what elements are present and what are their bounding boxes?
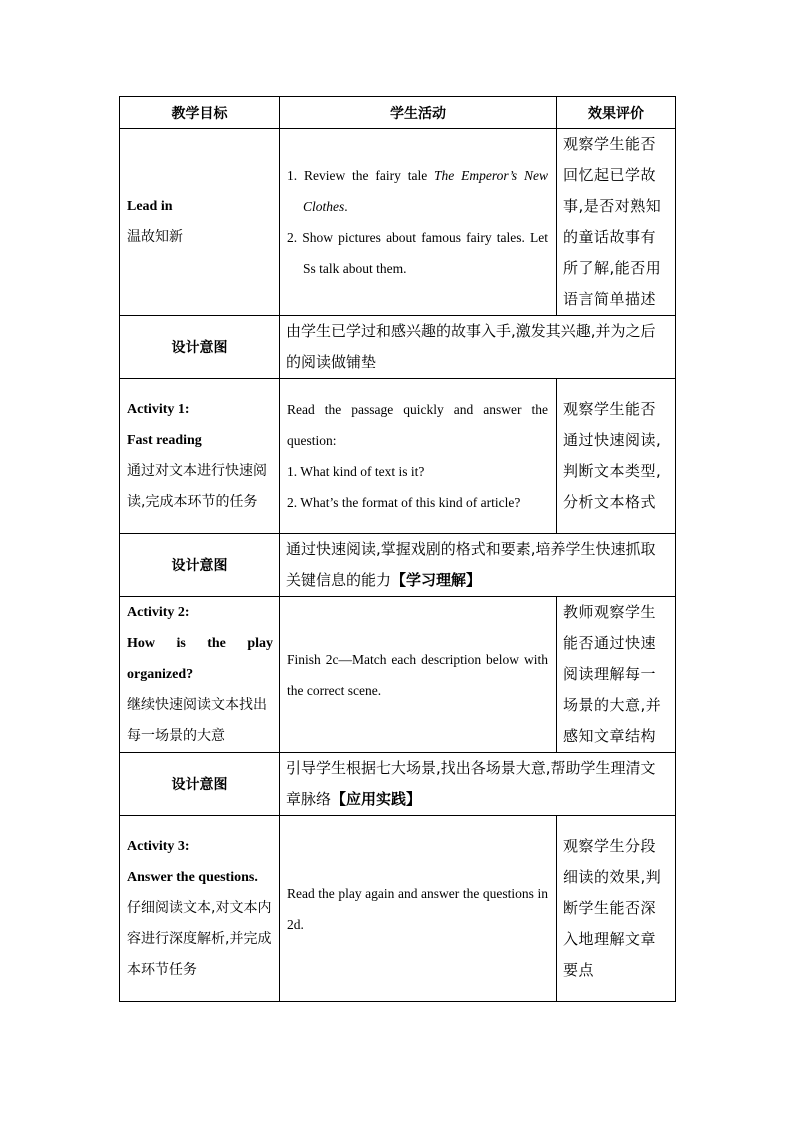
header-student-activity: 学生活动 — [280, 97, 557, 129]
goal-subtitle: How is the play organized? — [127, 636, 273, 682]
goal-description: 通过对文本进行快速阅读,完成本环节的任务 — [127, 463, 267, 510]
goal-description: 仔细阅读文本,对文本内容进行深度解析,并完成本环节任务 — [127, 900, 272, 978]
table-row — [120, 129, 676, 316]
goal-subtitle: Fast reading — [127, 433, 202, 448]
intent-label: 设计意图 — [120, 753, 280, 816]
activity-item: 2. Show pictures about famous fairy tales. Let Ss talk about them. — [287, 230, 548, 276]
intent-row — [120, 753, 676, 816]
table-row — [120, 379, 676, 534]
intent-label: 设计意图 — [120, 316, 280, 379]
table-header-row — [120, 97, 676, 129]
header-evaluation: 效果评价 — [557, 97, 676, 129]
activity-item: 1. Review the fairy tale The Emperor’s New Clothes. — [287, 168, 548, 214]
evaluation-cell: 教师观察学生能否通过快速阅读理解每一场景的大意,并感知文章结构 — [557, 597, 676, 753]
activity-item: 1. What kind of text is it? — [287, 464, 425, 479]
intent-row — [120, 534, 676, 597]
goal-description: 继续快速阅读文本找出每一场景的大意 — [127, 697, 267, 744]
goal-description: 温故知新 — [127, 229, 183, 245]
evaluation-cell: 观察学生能否通过快速阅读,判断文本类型,分析文本格式 — [557, 379, 676, 534]
goal-title: Activity 1: — [127, 402, 190, 417]
table-row — [120, 816, 676, 1002]
activity-cell — [280, 597, 557, 753]
goal-cell — [120, 129, 280, 316]
activity-item: 2. What’s the format of this kind of article? — [287, 495, 521, 510]
activity-text: Finish 2c—Match each description below with the correct scene. — [287, 651, 548, 698]
lesson-plan-table — [119, 96, 676, 1002]
table-row — [120, 597, 676, 753]
goal-title: Activity 2: — [127, 605, 190, 620]
intent-text: 通过快速阅读,掌握戏剧的格式和要素,培养学生快速抓取关键信息的能力【学习理解】 — [280, 534, 676, 597]
intent-text: 由学生已学过和感兴趣的故事入手,激发其兴趣,并为之后的阅读做铺垫 — [280, 316, 676, 379]
goal-cell — [120, 816, 280, 1002]
goal-title: Lead in — [127, 199, 173, 214]
intent-text: 引导学生根据七大场景,找出各场景大意,帮助学生理清文章脉络【应用实践】 — [280, 753, 676, 816]
activity-lead: Read the passage quickly and answer the question: — [287, 402, 548, 448]
header-teaching-goal: 教学目标 — [120, 97, 280, 129]
evaluation-cell: 观察学生分段细读的效果,判断学生能否深入地理解文章要点 — [557, 816, 676, 1002]
goal-cell — [120, 597, 280, 753]
goal-title: Activity 3: — [127, 839, 190, 854]
activity-text: Read the play again and answer the questions in 2d. — [287, 885, 548, 932]
goal-cell — [120, 379, 280, 534]
goal-subtitle: Answer the questions. — [127, 870, 258, 885]
intent-label: 设计意图 — [120, 534, 280, 597]
activity-cell — [280, 816, 557, 1002]
activity-cell — [280, 129, 557, 316]
story-title: The Emperor’s New Clothes — [303, 168, 548, 214]
intent-row — [120, 316, 676, 379]
evaluation-cell: 观察学生能否回忆起已学故事,是否对熟知的童话故事有所了解,能否用语言简单描述 — [557, 129, 676, 316]
activity-cell — [280, 379, 557, 534]
